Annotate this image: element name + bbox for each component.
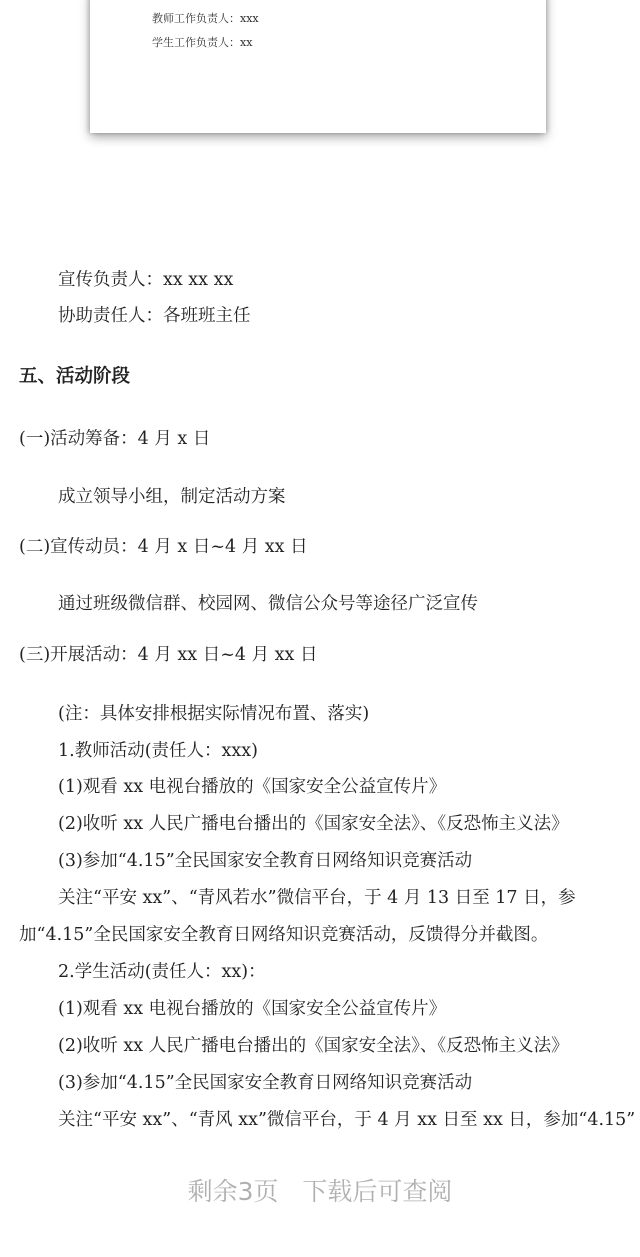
download-prompt[interactable] [0,1172,640,1208]
teacher-item-1: (1)观看 xx 电视台播放的《国家安全公益宣传片》 [58,777,447,797]
student-activity-heading: 2.学生活动(责任人：xx)： [58,962,266,982]
student-item-1: (1)观看 xx 电视台播放的《国家安全公益宣传片》 [58,999,447,1019]
remaining-pages-text: 剩余3页 [187,1177,279,1206]
teacher-lead-text: 教师工作负责人：xxx [152,12,259,25]
stage-mobilize-desc: 通过班级微信群、校园网、微信公众号等途径广泛宣传 [58,594,478,614]
student-lead-text: 学生工作负责人：xx [152,36,253,49]
teacher-item-2: (2)收听 xx 人民广播电台播出的《国家安全法》、《反恐怖主义法》 [58,814,569,834]
stage-mobilize-heading: (二)宣传动员：4 月 x 日~4 月 xx 日 [19,537,308,557]
stage-activity-heading: (三)开展活动：4 月 xx 日~4 月 xx 日 [19,645,318,665]
stage-prep-heading: (一)活动筹备：4 月 x 日 [19,429,211,449]
student-item-3: (3)参加“4.15”全民国家安全教育日网络知识竞赛活动 [58,1073,473,1093]
teacher-item-3: (3)参加“4.15”全民国家安全教育日网络知识竞赛活动 [58,851,473,871]
stage-prep-desc: 成立领导小组，制定活动方案 [58,487,286,507]
assist-lead-line: 协助责任人：各班班主任 [58,306,251,326]
publicity-lead-line: 宣传负责人：xx xx xx [58,270,234,290]
download-to-view-text: 下载后可查阅 [302,1177,453,1206]
section-heading: 五、活动阶段 [19,366,131,387]
teacher-item-4-line-2: 加“4.15”全民国家安全教育日网络知识竞赛活动，反馈得分并截图。 [19,925,549,945]
teacher-activity-heading: 1.教师活动(责任人：xxx) [58,741,258,761]
teacher-item-4-line-1: 关注“平安 xx”、“青风若水”微信平台，于 4 月 13 日至 17 日，参 [58,888,576,908]
student-item-4: 关注“平安 xx”、“青风 xx”微信平台，于 4 月 xx 日至 xx 日，参加“4.15” [58,1110,636,1130]
student-item-2: (2)收听 xx 人民广播电台播出的《国家安全法》、《反恐怖主义法》 [58,1036,569,1056]
document-page-card [90,0,546,133]
note-line: (注：具体安排根据实际情况布置、落实) [58,704,370,724]
